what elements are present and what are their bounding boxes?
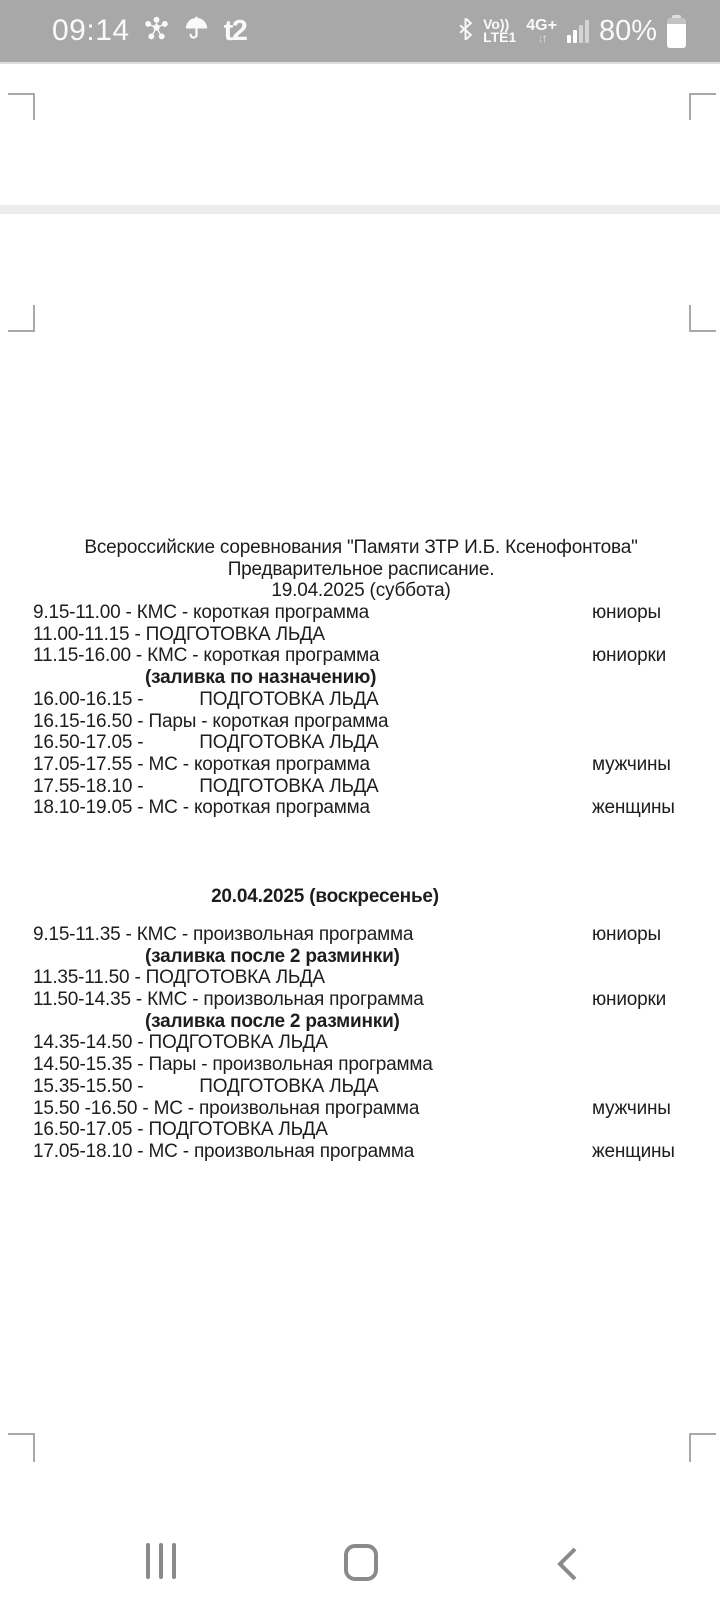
back-chevron-icon — [555, 1546, 579, 1582]
schedule-row — [33, 924, 689, 946]
battery-icon — [667, 15, 686, 48]
data-activity-arrows-icon: ↓↑ — [537, 31, 546, 45]
day2-date-heading: 20.04.2025 (воскресенье) — [211, 886, 439, 907]
document-page-area[interactable] — [0, 62, 720, 1482]
notification-molecule-icon — [144, 16, 169, 46]
schedule-row-text: 11.15-16.00 - КМС - короткая программа — [33, 645, 380, 667]
volte-label: Vo)) — [483, 16, 510, 32]
schedule-row-text: 14.50-15.35 - Пары - произвольная программа — [33, 1054, 433, 1076]
text-boundary-mark — [689, 305, 716, 332]
battery-percent: 80% — [598, 14, 657, 47]
page-break-gap — [0, 205, 720, 214]
schedule-row — [33, 1119, 689, 1141]
schedule-row — [33, 732, 689, 754]
schedule-row — [33, 754, 689, 776]
schedule-row — [33, 1054, 689, 1076]
schedule-row-text: 9.15-11.35 - КМС - произвольная программа — [33, 924, 414, 945]
bluetooth-icon — [458, 18, 473, 45]
schedule-row-text: (заливка после 2 разминки) — [145, 945, 400, 967]
schedule-row-text: 15.35-15.50 - ПОДГОТОВКА ЛЬДА — [33, 1075, 379, 1097]
schedule-row-text: 16.50-17.05 - ПОДГОТОВКА ЛЬДА — [33, 1119, 328, 1141]
schedule-row-text: 17.05-18.10 - МС - произвольная программа — [33, 1140, 415, 1162]
schedule-row — [33, 797, 689, 819]
text-boundary-mark — [8, 1433, 35, 1462]
schedule-row — [33, 645, 689, 667]
schedule-row — [33, 689, 689, 711]
schedule-row — [33, 667, 689, 689]
schedule-row — [33, 624, 689, 646]
schedule-row — [33, 1141, 689, 1163]
recents-button[interactable] — [146, 1543, 176, 1579]
schedule-row — [33, 1032, 689, 1054]
status-bar-left — [0, 14, 246, 48]
text-boundary-mark — [8, 305, 35, 332]
text-boundary-mark — [689, 1433, 716, 1462]
lte-label: LTE1 — [483, 29, 517, 45]
volte-indicator — [483, 18, 516, 44]
schedule-row-text: (заливка после 2 разминки) — [145, 1010, 400, 1032]
schedule-row — [33, 776, 689, 798]
schedule-row — [33, 1098, 689, 1120]
back-button[interactable] — [555, 1546, 579, 1587]
schedule-day2-heading-block — [33, 886, 689, 908]
schedule-day1-block — [33, 537, 689, 819]
clock: 09:14 — [52, 14, 130, 47]
text-boundary-mark — [689, 93, 716, 120]
signal-bars-icon — [567, 19, 589, 43]
schedule-row-text: 16.15-16.50 - Пары - короткая программа — [33, 710, 389, 732]
status-bar-right — [458, 15, 720, 48]
recents-bars-icon — [146, 1543, 150, 1579]
home-button[interactable] — [344, 1544, 378, 1581]
schedule-row-text: 17.05-17.55 - МС - короткая программа — [33, 753, 370, 775]
schedule-row-category: женщины — [592, 797, 675, 819]
schedule-row-text: (заливка по назначению) — [145, 667, 377, 689]
document-subtitle: Предварительное расписание. — [227, 558, 495, 580]
schedule-row — [33, 711, 689, 733]
text-boundary-mark — [8, 93, 35, 120]
schedule-row — [33, 1011, 689, 1033]
schedule-row-text: 18.10-19.05 - МС - короткая программа — [33, 797, 370, 819]
weather-umbrella-icon — [183, 15, 210, 47]
status-bar — [0, 0, 720, 62]
schedule-row-text: 17.55-18.10 - ПОДГОТОВКА ЛЬДА — [33, 775, 379, 797]
carrier-t2-logo: t2 — [223, 14, 247, 47]
day1-rows — [33, 602, 689, 819]
schedule-row-text: 9.15-11.00 - КМС - короткая программа — [33, 602, 369, 624]
schedule-row — [33, 967, 689, 989]
schedule-row — [33, 989, 689, 1011]
schedule-row-text: 11.00-11.15 - ПОДГОТОВКА ЛЬДА — [33, 623, 325, 645]
schedule-row-category: мужчины — [592, 753, 671, 775]
schedule-row-category: юниоры — [592, 602, 661, 624]
network-label: 4G+ — [526, 17, 557, 34]
schedule-row-text: 14.35-14.50 - ПОДГОТОВКА ЛЬДА — [33, 1032, 328, 1054]
schedule-row-category: мужчины — [592, 1097, 671, 1119]
schedule-row-category: юниоры — [592, 924, 661, 945]
schedule-row-category: юниорки — [592, 645, 667, 667]
day2-rows — [33, 924, 689, 1163]
schedule-row-text: 15.50 -16.50 - МС - произвольная программа — [33, 1097, 420, 1119]
schedule-row — [33, 602, 689, 624]
schedule-row-text: 11.35-11.50 - ПОДГОТОВКА ЛЬДА — [33, 967, 325, 989]
schedule-day2-block — [33, 924, 689, 1163]
schedule-row-text: 16.00-16.15 - ПОДГОТОВКА ЛЬДА — [33, 688, 379, 710]
schedule-row-text: 16.50-17.05 - ПОДГОТОВКА ЛЬДА — [33, 732, 379, 754]
network-type-indicator — [526, 19, 557, 43]
schedule-row-category: юниорки — [592, 989, 667, 1011]
schedule-row — [33, 946, 689, 968]
schedule-row — [33, 1076, 689, 1098]
schedule-row-text: 11.50-14.35 - КМС - произвольная программа — [33, 989, 424, 1011]
day1-date-heading: 19.04.2025 (суббота) — [271, 580, 451, 602]
document-title: Всероссийские соревнования "Памяти ЗТР И.Б. Ксенофонтова" — [84, 537, 638, 558]
schedule-row-category: женщины — [592, 1140, 675, 1162]
